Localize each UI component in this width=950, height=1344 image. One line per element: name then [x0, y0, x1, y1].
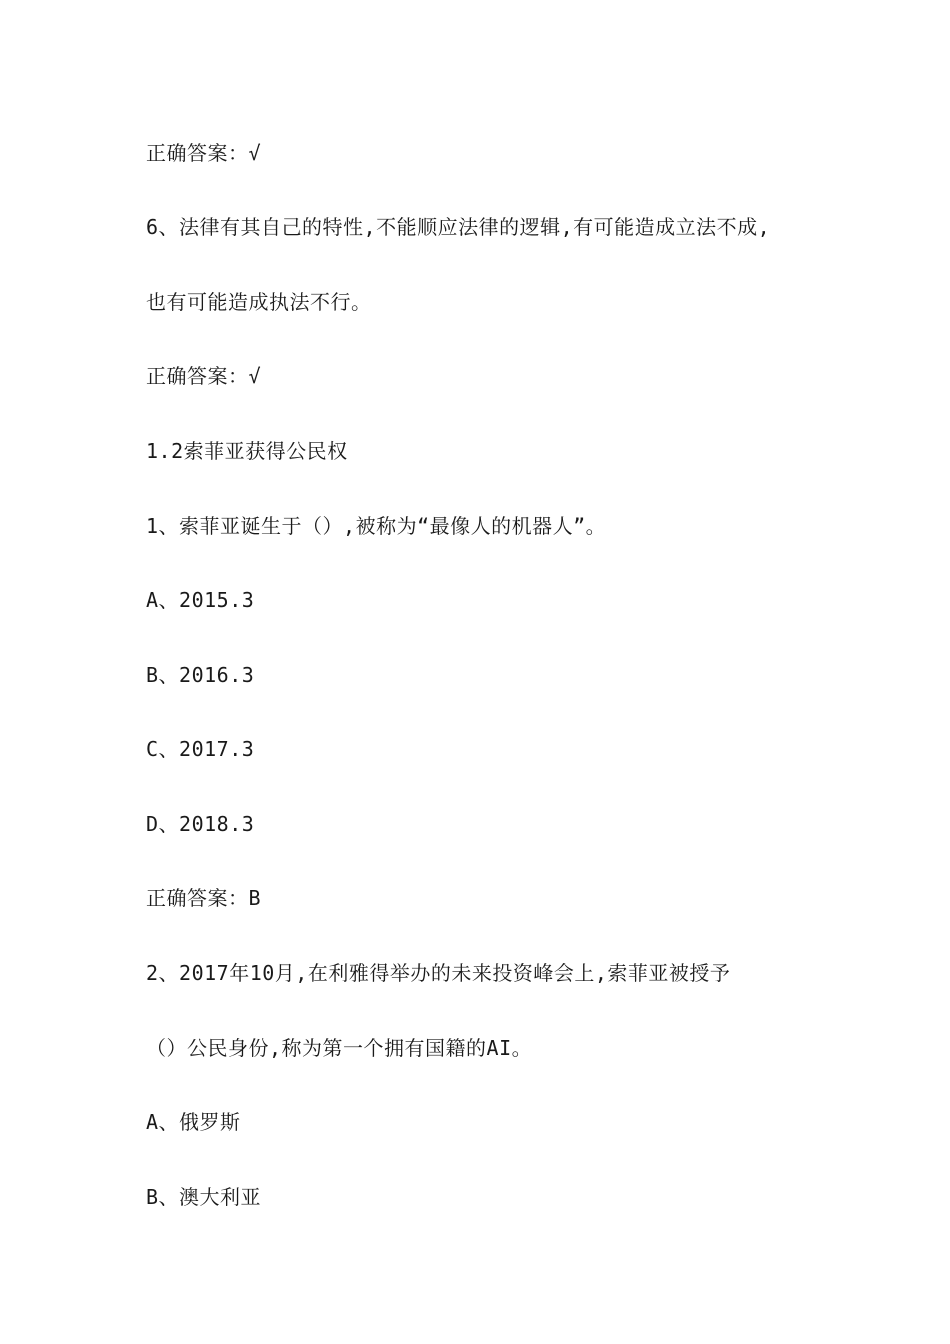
answer-line-q1: 正确答案：B [146, 886, 262, 910]
option-b-q2: B、澳大利亚 [146, 1185, 262, 1209]
answer-line-prev: 正确答案：√ [146, 141, 262, 165]
question-1: 1、索菲亚诞生于（）,被称为“最像人的机器人”。 [146, 514, 607, 538]
question-6-line-1: 6、法律有其自己的特性,不能顺应法律的逻辑,有可能造成立法不成, [146, 215, 771, 239]
answer-line-q6: 正确答案：√ [146, 364, 262, 388]
question-2-line-1: 2、2017年10月,在利雅得举办的未来投资峰会上,索菲亚被授予 [146, 961, 731, 985]
option-c: C、2017.3 [146, 737, 255, 761]
question-2-line-2: （）公民身份,称为第一个拥有国籍的AI。 [146, 1036, 533, 1060]
section-heading: 1.2索菲亚获得公民权 [146, 439, 348, 463]
option-d: D、2018.3 [146, 812, 255, 836]
option-a-q2: A、俄罗斯 [146, 1110, 241, 1134]
option-a: A、2015.3 [146, 588, 255, 612]
question-6-line-2: 也有可能造成执法不行。 [146, 290, 372, 314]
option-b: B、2016.3 [146, 663, 255, 687]
